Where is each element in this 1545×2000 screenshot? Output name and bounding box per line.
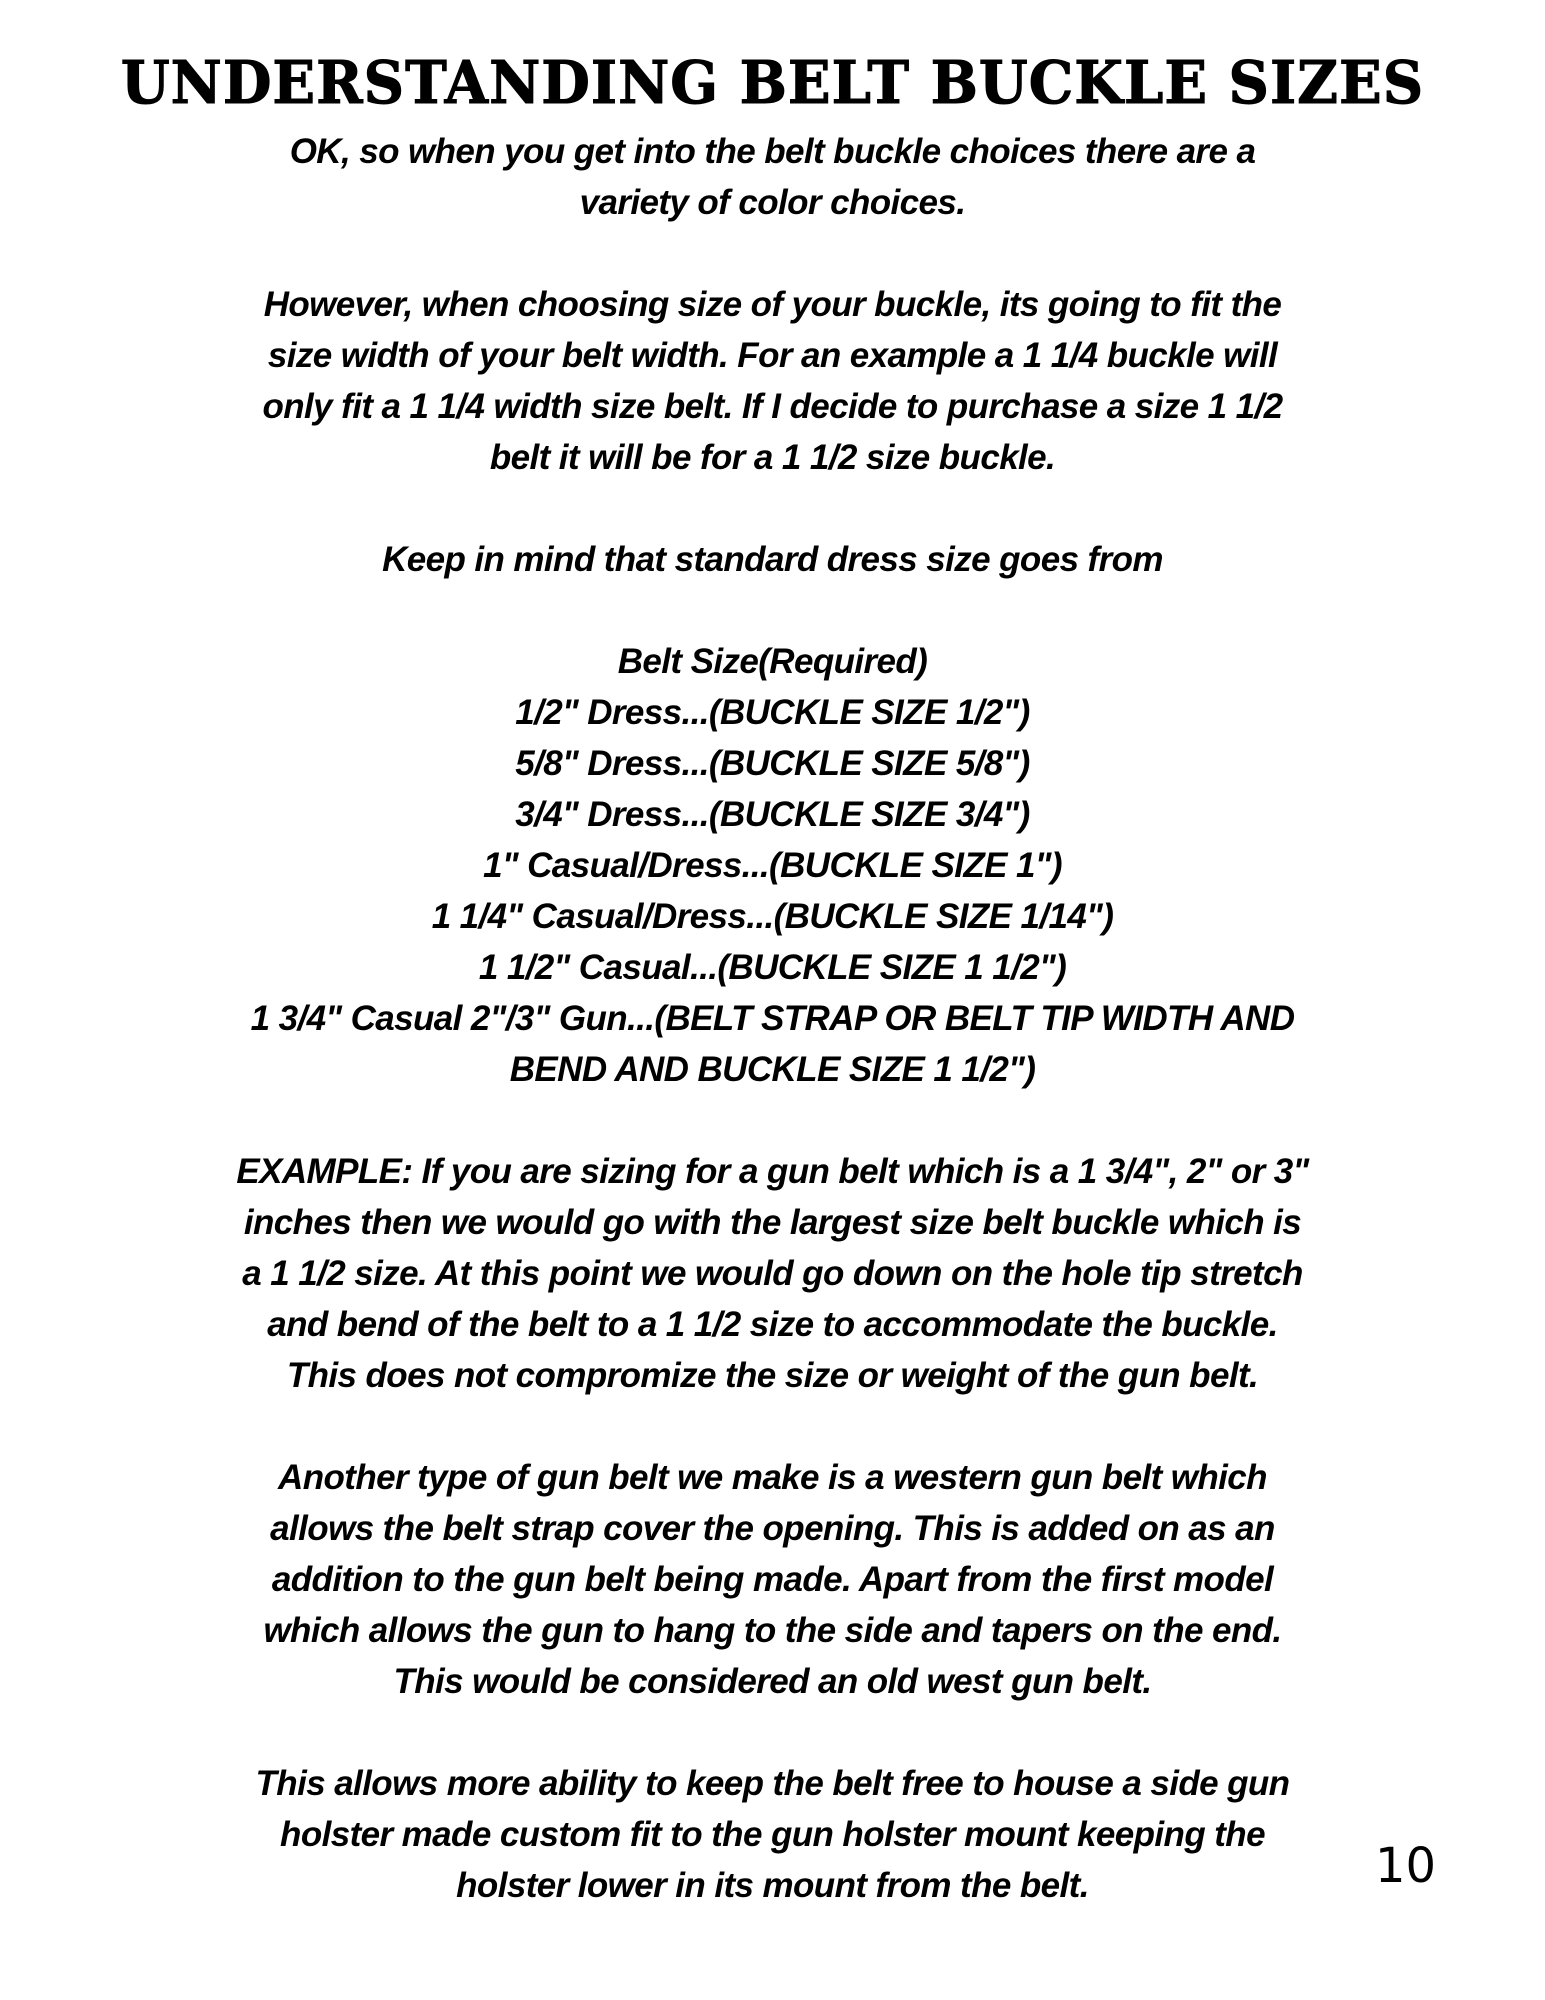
text-line: This would be considered an old west gun belt. [393,1662,1152,1701]
text-line: Another type of gun belt we make is a western gun belt which [278,1458,1267,1497]
page-title: UNDERSTANDING BELT BUCKLE SIZES [120,48,1425,118]
text-line: belt it will be for a 1 1/2 size buckle. [489,438,1056,477]
size-list-item: 1" Casual/Dress...(BUCKLE SIZE 1") [483,846,1062,885]
text-line: However, when choosing size of your buckle, its going to fit the [263,285,1282,324]
text-line: This does not compromize the size or weight of the gun belt. [286,1356,1259,1395]
western-paragraph [120,1452,1425,1707]
page-number: 10 [1375,1838,1437,1894]
size-list-item: 1 3/4" Casual 2"/3" Gun...(BELT STRAP OR BELT TIP WIDTH AND [250,999,1295,1038]
text-line: OK, so when you get into the belt buckle choices there are a [289,132,1256,171]
text-line: holster made custom fit to the gun holster mount keeping the [280,1815,1265,1854]
text-line: which allows the gun to hang to the side and tapers on the end. [263,1611,1282,1650]
text-line: and bend of the belt to a 1 1/2 size to accommodate the buckle. [267,1305,1278,1344]
text-line: a 1 1/2 size. At this point we would go down on the hole tip stretch [242,1254,1303,1293]
size-list-header: Belt Size(Required) [617,642,928,681]
size-list-item: 5/8" Dress...(BUCKLE SIZE 5/8") [515,744,1030,783]
closing-paragraph [120,1758,1425,1911]
size-list-item: BEND AND BUCKLE SIZE 1 1/2") [509,1050,1036,1089]
text-line: inches then we would go with the largest size belt buckle which is [243,1203,1302,1242]
size-list-item: 1/2" Dress...(BUCKLE SIZE 1/2") [515,693,1030,732]
size-list [120,636,1425,1095]
text-line: addition to the gun belt being made. Apart from the first model [271,1560,1274,1599]
text-line: only fit a 1 1/4 width size belt. If I decide to purchase a size 1 1/2 [262,387,1283,426]
text-line: allows the belt strap cover the opening. This is added on as an [270,1509,1275,1548]
size-list-item: 1 1/2" Casual...(BUCKLE SIZE 1 1/2") [478,948,1067,987]
sizing-paragraph [120,279,1425,483]
text-line: EXAMPLE: If you are sizing for a gun belt which is a 1 3/4", 2" or 3" [236,1152,1309,1191]
text-line: size width of your belt width. For an example a 1 1/4 buckle will [267,336,1278,375]
text-line: This allows more ability to keep the belt free to house a side gun [255,1764,1290,1803]
intro-paragraph [120,126,1425,228]
size-list-item: 3/4" Dress...(BUCKLE SIZE 3/4") [515,795,1030,834]
text-line: variety of color choices. [579,183,966,222]
example-paragraph [120,1146,1425,1401]
size-list-item: 1 1/4" Casual/Dress...(BUCKLE SIZE 1/14") [431,897,1114,936]
dress-size-intro [120,534,1425,585]
text-line: holster lower in its mount from the belt. [456,1866,1089,1905]
text-line: Keep in mind that standard dress size goes from [382,540,1163,579]
body-text [120,126,1425,1911]
